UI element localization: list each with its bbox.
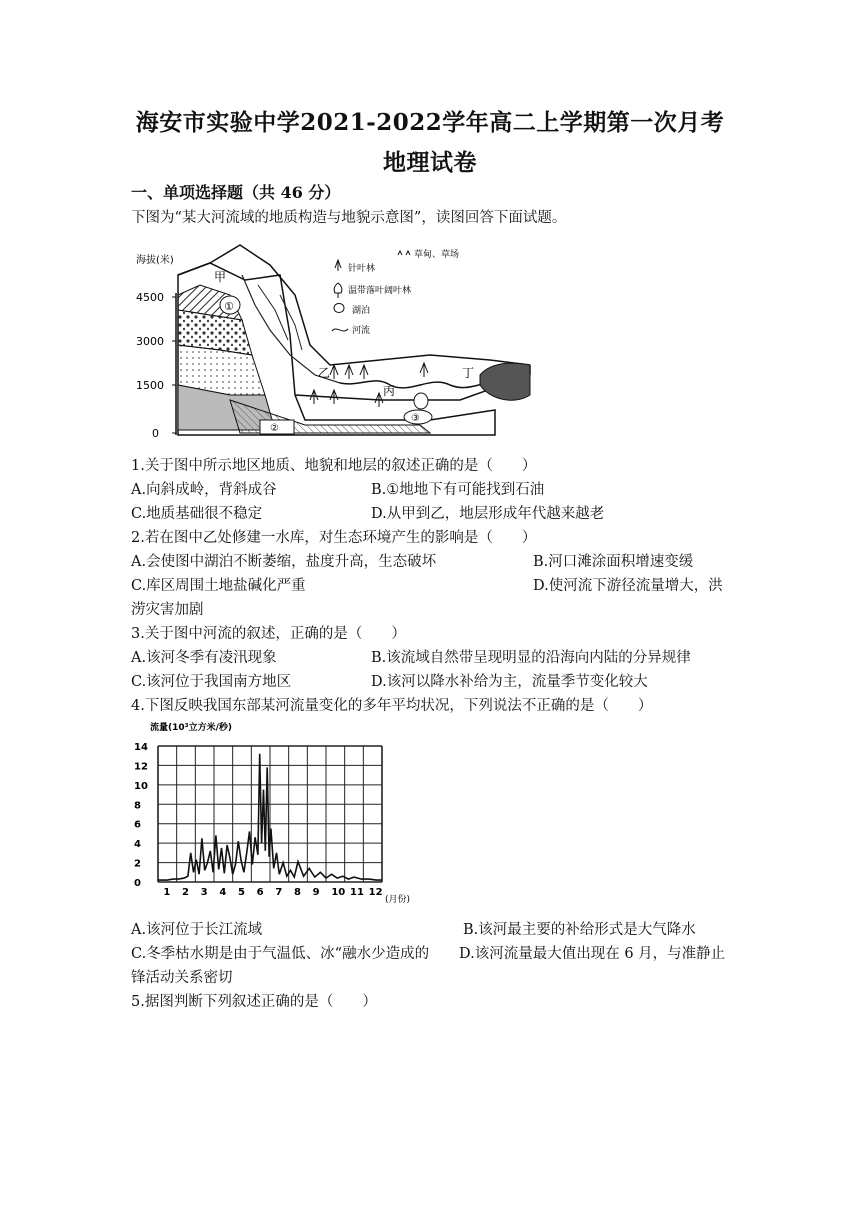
marker-2: ②	[270, 423, 279, 434]
option-4a[interactable]: A.该河位于长江流域	[131, 922, 263, 938]
ytick: 0	[152, 427, 159, 440]
option-3a[interactable]: A.该河冬季有凌汛现象	[131, 650, 277, 666]
y-tick-label: 14	[134, 742, 148, 753]
option-4d[interactable]: D.该河流量最大值出现在 6 月，与准静止	[459, 946, 726, 962]
option-2b[interactable]: B.河口滩涂面积增速变缓	[533, 554, 694, 570]
conifer-icon	[335, 260, 341, 271]
section-heading: 一、单项选择题（共 46 分）	[131, 183, 341, 202]
option-4b[interactable]: B.该河最主要的补给形式是大气降水	[463, 922, 696, 938]
page-subtitle: 地理试卷	[383, 149, 477, 176]
x-tick-label: 8	[294, 887, 301, 898]
page-title: 海安市实验中学2021-2022学年高二上学期第一次月考	[135, 109, 725, 136]
ytick: 1500	[136, 379, 164, 392]
question-3-stem: 3.关于图中河流的叙述，正确的是（ ）	[131, 626, 406, 642]
option-2d[interactable]: D.使河流下游径流量增大，洪	[533, 578, 723, 594]
option-1b[interactable]: B.①地地下有可能找到石油	[371, 482, 545, 498]
y-tick-label: 10	[134, 780, 148, 792]
question-2-stem: 2.若在图中乙处修建一水库，对生态环境产生的影响是（ ）	[131, 530, 537, 546]
y-tick-label: 8	[134, 800, 141, 812]
option-1c[interactable]: C.地质基础很不稳定	[131, 506, 263, 522]
option-2d-cont: 涝灾害加剧	[131, 602, 204, 618]
option-4d-cont: 锋活动关系密切	[131, 970, 233, 986]
option-3d[interactable]: D.该河以降水补给为主，流量季节变化较大	[371, 674, 648, 690]
question-1-stem: 1.关于图中所示地区地质、地貌和地层的叙述正确的是（ ）	[131, 458, 537, 474]
question-4-stem: 4.下图反映我国东部某河流量变化的多年平均状况，下列说法不正确的是（ ）	[131, 698, 653, 714]
geology-diagram	[130, 235, 540, 447]
x-tick-label: 5	[238, 887, 245, 898]
x-tick-label: 9	[312, 887, 320, 898]
discharge-chart	[130, 718, 420, 906]
y-tick-label: 0	[134, 878, 141, 889]
ytick: 4500	[136, 291, 164, 304]
option-4c[interactable]: C.冬季枯水期是由于气温低、冰“融水少造成的	[131, 946, 430, 962]
x-tick-label: 12	[368, 887, 383, 898]
legend-label: 湖泊	[352, 306, 371, 316]
grass-icon	[398, 251, 410, 255]
option-2a[interactable]: A.会使图中湖泊不断萎缩，盐度升高，生态破坏	[131, 554, 437, 570]
place-yi: 乙	[318, 366, 331, 380]
legend-label: 草甸、草场	[414, 250, 460, 260]
intro-text: 下图为“某大河流域的地质构造与地貌示意图”，读图回答下面试题。	[131, 210, 567, 226]
place-jia: 甲	[214, 270, 227, 284]
lake-icon	[334, 304, 344, 313]
x-tick-label: 11	[350, 887, 364, 898]
option-3b[interactable]: B.该流域自然带呈现明显的沿海向内陆的分异规律	[371, 650, 691, 666]
marker-1: ①	[224, 300, 234, 313]
y-tick-label: 2	[134, 858, 141, 870]
river-icon	[332, 329, 348, 331]
chart-xlabel: (月份)	[385, 895, 411, 905]
option-3c[interactable]: C.该河位于我国南方地区	[131, 674, 292, 690]
marker-3: ③	[411, 413, 420, 424]
chart-ylabel: 流量(10³立方米/秒)	[150, 723, 232, 733]
x-tick-label: 3	[200, 887, 208, 898]
legend	[332, 248, 459, 336]
place-bing: 丙	[383, 384, 396, 398]
place-ding: 丁	[462, 366, 475, 380]
legend-label: 温带落叶阔叶林	[348, 286, 412, 296]
y-tick-label: 12	[134, 761, 148, 773]
option-1a[interactable]: A.向斜成岭，背斜成谷	[131, 482, 277, 498]
x-tick-label: 1	[163, 887, 171, 898]
x-tick-label: 10	[331, 887, 346, 898]
option-2c[interactable]: C.库区周围土地盐碱化严重	[131, 578, 306, 594]
ytick: 3000	[136, 335, 164, 348]
question-5-stem: 5.据图判断下列叙述正确的是（ ）	[131, 994, 377, 1010]
x-tick-label: 7	[275, 887, 283, 898]
y-tick-label: 6	[134, 819, 141, 831]
option-1d[interactable]: D.从甲到乙，地层形成年代越来越老	[371, 506, 605, 522]
axis-ylabel: 海拔(米)	[136, 255, 174, 266]
x-tick-label: 6	[256, 887, 264, 898]
x-tick-label: 4	[219, 887, 227, 898]
y-tick-label: 4	[134, 839, 141, 851]
x-tick-label: 2	[182, 887, 189, 898]
legend-label: 河流	[352, 326, 371, 336]
broadleaf-icon	[334, 283, 342, 298]
legend-label: 针叶林	[348, 264, 376, 274]
